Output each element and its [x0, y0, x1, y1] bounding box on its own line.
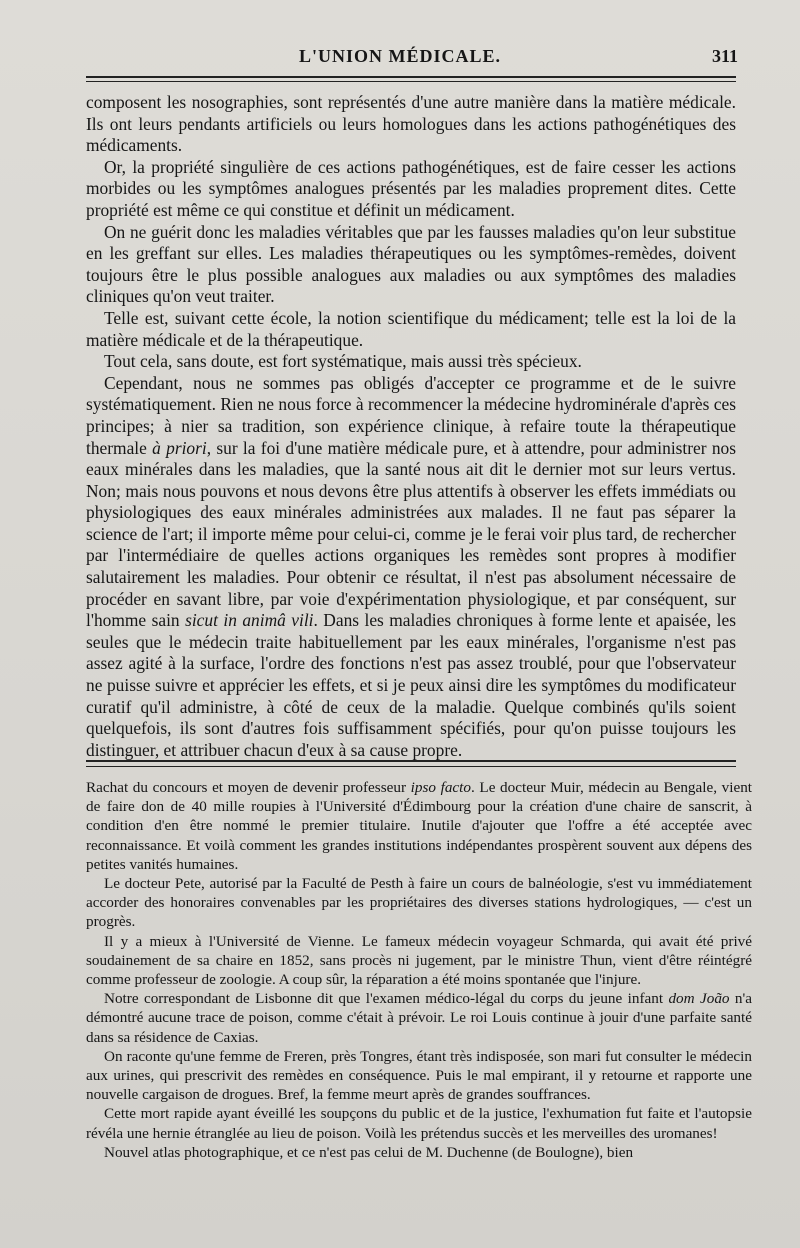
header-rule	[86, 76, 736, 78]
text-run: Notre correspondant de Lisbonne dit que l'examen médico-légal du corps du jeune infant	[104, 990, 669, 1008]
paragraph	[86, 373, 736, 762]
text-run: n'a démontré aucune trace de poison, comme c'était à prévoir. Le roi Louis continue à jouir d'une parfaite santé dans sa résidence de Caxias.	[86, 990, 752, 1046]
journal-title: L'UNION MÉDICALE.	[298, 46, 502, 66]
news-notes	[86, 778, 752, 1162]
note-paragraph: On raconte qu'une femme de Freren, près Tongres, étant très indisposée, son mari fut consulter le médecin aux urines, qui prescrivit des remèdes en conséquence. Puis le mal empirant, il y retourne et rapporte une nouvelle cargaison de drogues. Bref, la femme meurt après de grandes souffrances.	[86, 1047, 752, 1104]
section-rule-thin	[86, 766, 736, 767]
italic-run: sicut in animâ vili	[185, 610, 314, 631]
paragraph: On ne guérit donc les maladies véritables que par les fausses maladies qu'on leur substitue en les greffant sur elles. Les maladies thérapeutiques ou les symptômes-remèdes, doivent toujours être le plus possible analogues aux maladies ou aux symptômes des maladies cliniques qu'on veut traiter.	[86, 221, 736, 307]
note-paragraph: Nouvel atlas photographique, et ce n'est pas celui de M. Duchenne (de Boulogne), bien	[104, 1143, 634, 1161]
text-run: . Le docteur Muir, médecin au Bengale, vient de faire don de 40 mille roupies à l'Université d'Édimbourg pour la création d'une chaire de sanscrit, à condition d'en être nommé le premier titulaire. Inutile d'ajouter que l'offre a été acceptée avec reconnaissance. Et voilà comment les grandes institutions indépendantes prospèrent souvent aux dépens des petites vanités humaines.	[86, 779, 753, 873]
text-run: , sur la foi d'une matière médicale pure, et à attendre, pour administrer nos eaux minérales dans les maladies, que la santé nous ait dit le dernier mot sur leurs vertus. Non; mais nous pouvons et nous devons être plus attentifs à observer les effets immédiats ou physiologiques des eaux minérales administrées aux malades. Il ne faut pas séparer la science de l'art; il importe même pour celui-ci, comme je le ferai voir plus tard, de rechercher par l'intermédiaire de quelles actions organiques les remèdes sont propres à modifier salutairement les maladies. Pour obtenir ce résultat, il n'est pas absolument nécessaire de procéder en savant libre, par voie d'expérimentation physiologique, et par conséquent, sur l'homme sain	[86, 437, 737, 631]
note-paragraph	[86, 989, 752, 1047]
page-number: 311	[711, 46, 738, 66]
paragraph: Tout cela, sans doute, est fort systématique, mais aussi très spécieux.	[104, 351, 582, 372]
text-run: . Dans les maladies chroniques à forme lente et apaisée, les seules que le médecin traite habituellement par les eaux minérales, l'organisme n'est pas assez agité à la surface, l'ordre des fonctions n'est pas assez troublé, pour que l'observateur ne puisse suivre et apprécier les effets, et si je peux ainsi dire les symptômes du modificateur curatif qu'il administre, à côté de ceux de la maladie. Quelque combinés qu'ils soient quelquefois, ils sont d'autres fois suffisamment spécifiés, pour qu'on puisse toujours les distinguer, et attribuer chacun d'eux à sa cause propre.	[86, 610, 736, 760]
paragraph: composent les nosographies, sont représentés d'une autre manière dans la matière médicale. Ils ont leurs pendants artificiels ou leurs homologues dans les actions pathogénétiques des médicaments.	[86, 92, 736, 156]
note-paragraph: Cette mort rapide ayant éveillé les soupçons du public et de la justice, l'exhumation fut faite et l'autopsie révéla une hernie étranglée au lieu de poison. Voilà les prétendus succès et les merveilles des uromanes!	[86, 1105, 752, 1142]
text-run: Cependant, nous ne sommes pas obligés d'accepter ce programme et de le suivre systématiquement. Rien ne nous force à recommencer la médecine hydrominérale d'après ces principes; à nier sa tradition, son expérience clinique, à refaire toute la thérapeutique thermale	[86, 372, 736, 458]
italic-run: ipso facto	[410, 779, 471, 796]
paragraph: Telle est, suivant cette école, la notion scientifique du médicament; telle est la loi de la matière médicale et de la thérapeutique.	[86, 307, 736, 350]
running-header	[0, 40, 800, 70]
text-run: Rachat du concours et moyen de devenir professeur	[86, 779, 411, 796]
italic-run: dom João	[668, 990, 730, 1008]
note-paragraph	[86, 778, 752, 874]
main-text	[86, 92, 736, 761]
section-rule	[86, 760, 736, 762]
note-paragraph: Il y a mieux à l'Université de Vienne. Le fameux médecin voyageur Schmarda, qui avait été privé soudainement de sa chaire en 1852, sans procès ni jugement, par le ministre Thun, vient d'être réintégré comme professeur de zoologie. A coup sûr, la réparation a été moins spontanée que l'injure.	[86, 932, 752, 989]
italic-run: à priori	[152, 437, 207, 458]
header-rule-thin	[86, 81, 736, 82]
paragraph: Or, la propriété singulière de ces actions pathogénétiques, est de faire cesser les actions morbides ou les symptômes analogues présentés par les maladies proprement dites. Cette propriété est même ce qui constitue et définit un médicament.	[86, 156, 736, 220]
note-paragraph: Le docteur Pete, autorisé par la Faculté de Pesth à faire un cours de balnéologie, s'est vu immédiatement accorder des honoraires convenables par les propriétaires des diverses stations hydrologiques, — c'est un progrès.	[86, 875, 752, 931]
